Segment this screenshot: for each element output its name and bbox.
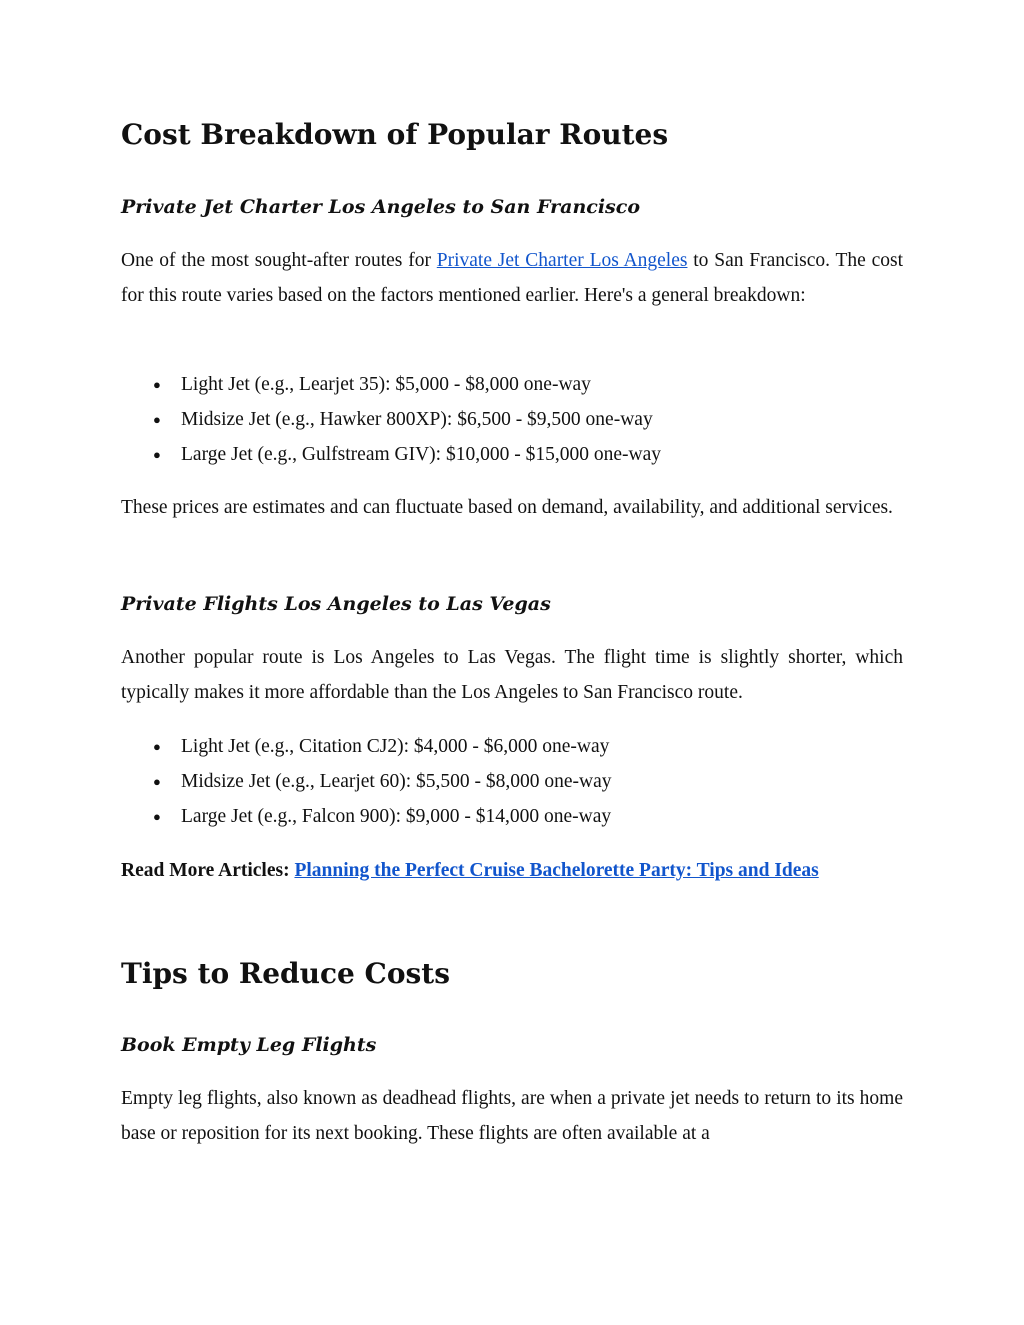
list-item: ● Light Jet (e.g., Citation CJ2): $4,000 - $6,000 one-way <box>121 729 903 764</box>
sf-intro-text-before: One of the most sought-after routes for <box>121 250 437 271</box>
list-item: ● Midsize Jet (e.g., Hawker 800XP): $6,500 - $9,500 one-way <box>121 402 903 437</box>
bullet-icon: ● <box>153 774 161 789</box>
sf-intro-text-after: to San Francisco. The cost for this route varies based on the factors mentioned earlier. Here's a general breakdown: <box>121 250 903 306</box>
empty-leg-subheading: Book Empty Leg Flights <box>121 1034 377 1056</box>
list-item: ● Large Jet (e.g., Gulfstream GIV): $10,000 - $15,000 one-way <box>121 437 903 472</box>
lv-route-subheading: Private Flights Los Angeles to Las Vegas <box>121 593 551 615</box>
sf-route-subheading: Private Jet Charter Los Angeles to San Francisco <box>121 196 640 218</box>
sf-price-list <box>121 367 903 472</box>
read-more-label: Read More Articles: <box>121 860 290 881</box>
list-item: ● Large Jet (e.g., Falcon 900): $9,000 - $14,000 one-way <box>121 799 903 834</box>
read-more-paragraph <box>121 854 903 889</box>
bullet-icon: ● <box>153 809 161 824</box>
read-more-article-link[interactable]: Planning the Perfect Cruise Bachelorette Party: Tips and Ideas <box>294 860 819 881</box>
tips-heading: Tips to Reduce Costs <box>121 957 450 990</box>
empty-leg-paragraph: Empty leg flights, also known as deadhead flights, are when a private jet needs to return to its home base or reposition for its next booking. These flights are often available at a <box>121 1088 903 1144</box>
list-item: ● Midsize Jet (e.g., Learjet 60): $5,500 - $8,000 one-way <box>121 764 903 799</box>
lv-intro-paragraph: Another popular route is Los Angeles to Las Vegas. The flight time is slightly shorter, which typically makes it more affordable than the Los Angeles to San Francisco route. <box>121 647 903 703</box>
list-item: ● Light Jet (e.g., Learjet 35): $5,000 - $8,000 one-way <box>121 367 903 402</box>
lv-price-list <box>121 729 903 834</box>
bullet-icon: ● <box>153 377 161 392</box>
bullet-icon: ● <box>153 739 161 754</box>
cost-breakdown-heading: Cost Breakdown of Popular Routes <box>121 118 669 151</box>
sf-intro-paragraph <box>121 244 903 313</box>
bullet-icon: ● <box>153 447 161 462</box>
sf-note-paragraph: These prices are estimates and can fluctuate based on demand, availability, and additional services. <box>121 497 893 518</box>
private-jet-charter-la-link[interactable]: Private Jet Charter Los Angeles <box>436 250 688 271</box>
bullet-icon: ● <box>153 412 161 427</box>
